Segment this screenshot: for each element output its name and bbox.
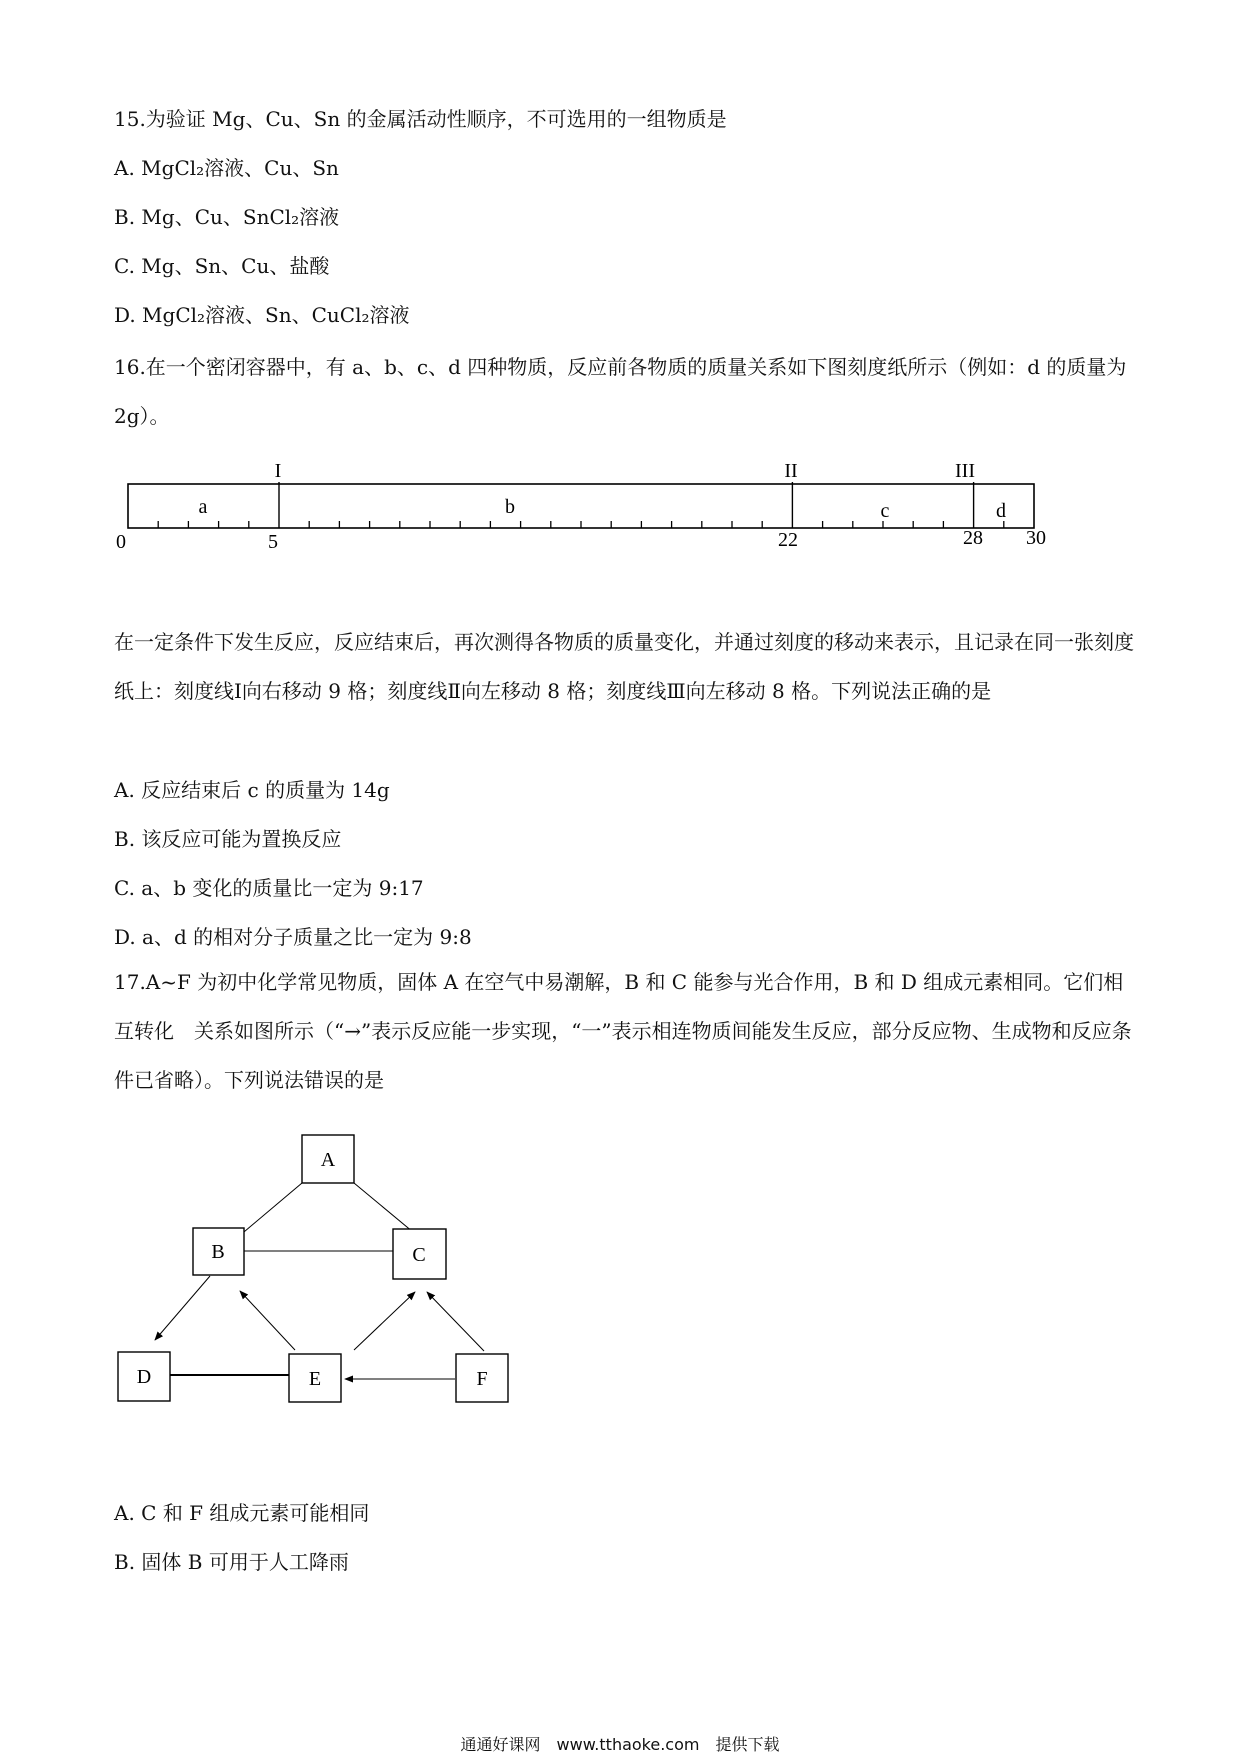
marker-label-1: I xyxy=(274,460,282,482)
link-a-b xyxy=(238,1183,302,1237)
node-f xyxy=(456,1354,508,1402)
tick-label-22: 22 xyxy=(778,529,798,551)
scale-paper-figure xyxy=(0,455,1240,565)
segment-label-b: b xyxy=(505,496,515,518)
q15-option-b: B. Mg、Cu、SnCl₂溶液 xyxy=(114,205,340,229)
q15-stem: 15.为验证 Mg、Cu、Sn 的金属活动性顺序，不可选用的一组物质是 xyxy=(114,107,727,131)
page-footer: 通通好课网 www.tthaoke.com 提供下载 xyxy=(460,1735,780,1754)
scale-ticks xyxy=(158,521,1004,528)
q17-option-a: A. C 和 F 组成元素可能相同 xyxy=(114,1501,370,1525)
q16-description: 在一定条件下发生反应，反应结束后，再次测得各物质的质量变化，并通过刻度的移动来表示，且记录在同一张刻度纸上：刻度线Ⅰ向右移动 9 格；刻度线Ⅱ向左移动 8 格；刻度线Ⅲ向左移动 8 格。下列说法正确的是 xyxy=(114,630,1134,703)
node-e xyxy=(289,1354,341,1402)
q16-option-d: D. a、d 的相对分子质量之比一定为 9:8 xyxy=(114,925,472,949)
q16-option-c: C. a、b 变化的质量比一定为 9:17 xyxy=(114,876,424,900)
arrow-e-to-c xyxy=(354,1292,415,1350)
node-f-label: F xyxy=(476,1368,488,1390)
relation-diagram xyxy=(110,1125,530,1415)
node-c-label: C xyxy=(412,1244,426,1266)
q15-option-d: D. MgCl₂溶液、Sn、CuCl₂溶液 xyxy=(114,303,410,327)
q16-stem: 16.在一个密闭容器中，有 a、b、c、d 四种物质，反应前各物质的质量关系如下图刻度纸所示（例如：d 的质量为 2g）。 xyxy=(114,355,1127,428)
segment-label-a: a xyxy=(198,496,208,518)
marker-label-2: II xyxy=(784,460,798,482)
node-a xyxy=(302,1135,354,1183)
node-b xyxy=(193,1228,244,1275)
arrow-f-to-c xyxy=(427,1292,484,1351)
node-d xyxy=(118,1352,170,1401)
node-d-label: D xyxy=(136,1366,152,1388)
arrow-b-to-d xyxy=(155,1276,210,1340)
scale-boundary-lines xyxy=(279,482,974,528)
segment-label-c: c xyxy=(880,500,890,522)
node-b-label: B xyxy=(211,1241,225,1263)
q16-option-a: A. 反应结束后 c 的质量为 14g xyxy=(114,778,390,802)
q15-option-a: A. MgCl₂溶液、Cu、Sn xyxy=(114,156,339,180)
arrow-e-to-b xyxy=(240,1291,295,1350)
marker-label-3: III xyxy=(955,460,975,482)
node-e-label: E xyxy=(308,1368,322,1390)
node-c xyxy=(393,1229,446,1279)
q17-stem: 17.A~F 为初中化学常见物质，固体 A 在空气中易潮解，B 和 C 能参与光合作用，B 和 D 组成元素相同。它们相互转化 关系如图所示（“→”表示反应能一步实现，“一”表示相连物质间能发生反应，部分反应物、生成物和反应条件已省略）。下列说法错误的是 xyxy=(114,970,1132,1092)
q17-option-b: B. 固体 B 可用于人工降雨 xyxy=(114,1550,349,1574)
q15-option-c: C. Mg、Sn、Cu、盐酸 xyxy=(114,254,330,278)
node-a-label: A xyxy=(320,1149,336,1171)
tick-label-5: 5 xyxy=(268,531,278,553)
segment-label-d: d xyxy=(996,500,1006,522)
q16-option-b: B. 该反应可能为置换反应 xyxy=(114,827,342,851)
tick-label-0: 0 xyxy=(116,531,126,553)
tick-label-30: 30 xyxy=(1026,527,1046,549)
tick-label-28: 28 xyxy=(963,527,983,549)
